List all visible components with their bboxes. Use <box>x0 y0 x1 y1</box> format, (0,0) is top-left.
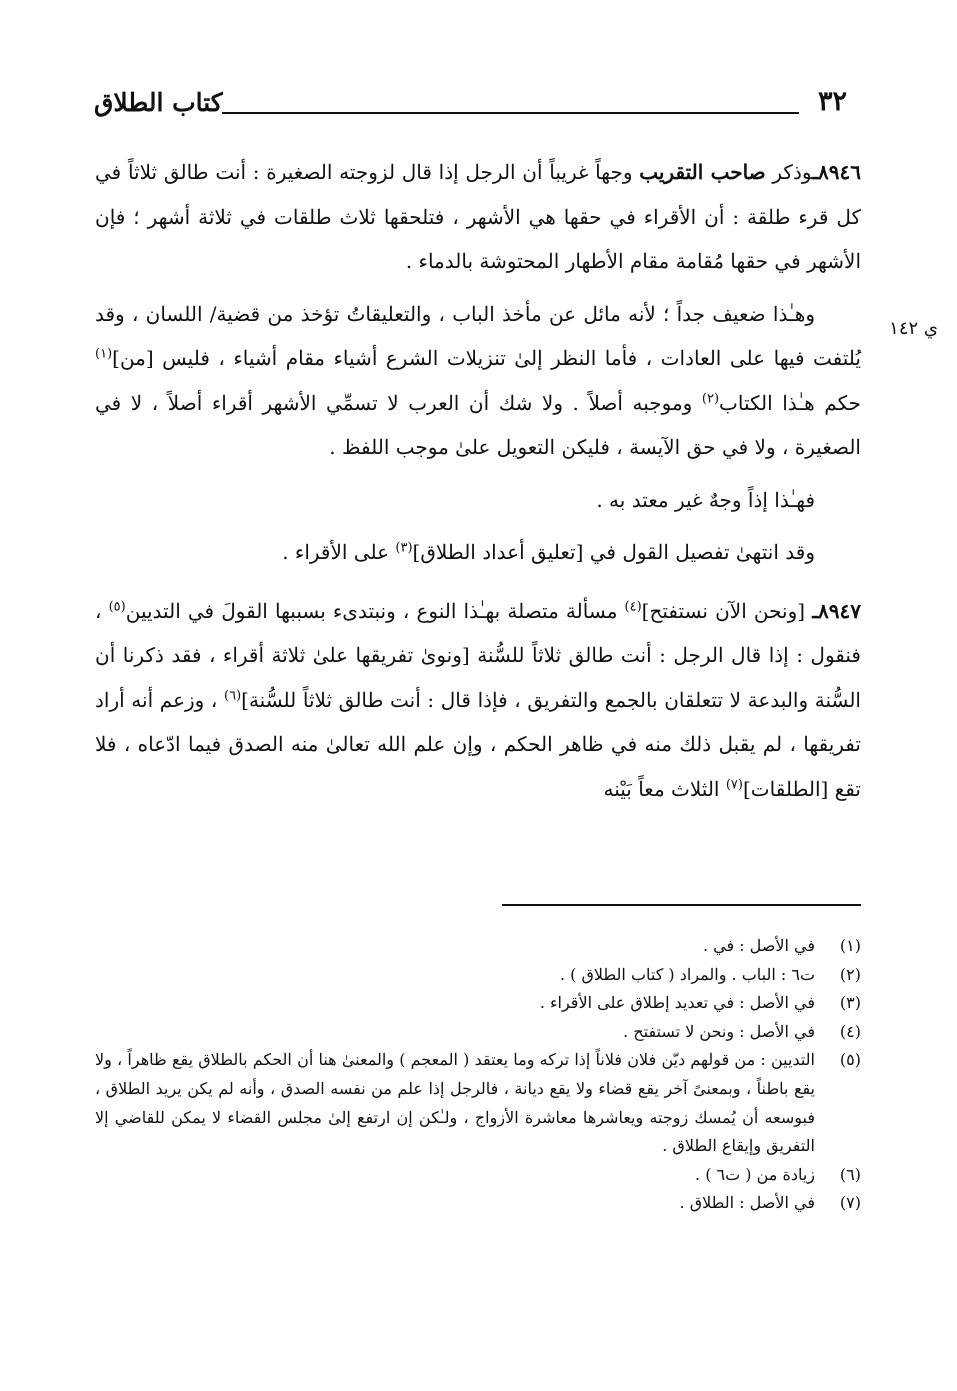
footnote-ref-7: (٧) <box>725 776 743 792</box>
footnote-ref-2: (٢) <box>701 390 720 406</box>
footnote-item <box>95 1046 861 1160</box>
paragraph-text: وذكر <box>765 160 813 184</box>
paragraph-section-end <box>95 530 861 575</box>
footnote-ref-5: (٥) <box>108 598 126 614</box>
footnote-ref-3: (٣) <box>395 540 413 556</box>
footnote-number: (٦) <box>839 1164 861 1184</box>
paragraph-text: وموجبه أصلاً . ولا شك أن العرب لا تسمِّي الأشهر أقراء أصلاً ، لا في الصغيرة ، ولا في حق الآيسة ، فليكن التعويل علىٰ موجب اللفظ . <box>95 390 861 459</box>
paragraph-text: وقد انتهىٰ تفصيل القول في [تعليق أعداد الطلاق] <box>412 540 815 564</box>
footnote-item <box>95 1161 861 1190</box>
paragraph-text: ، وزعم أنه أراد تفريقها ، لم يقبل ذلك منه في ظاهر الحكم ، وإن علم الله تعالىٰ منه الصدق فيما ادّعاه ، فلا تقع [الطلقات] <box>95 687 861 801</box>
footnote-text: التديين : من قولهم ديّن فلان فلاناً إذا تركه وما يعتقد ( المعجم ) والمعنىٰ هنا أن الحكم بالطلاق يقع ظاهراً ، ولا يقع باطناً ، وبمعنىً آخر يقع قضاء ولا يقع ديانة ، فالرجل إذا علم من نفسه الصدق ، وأنه لم يكن يريد الطلاق ، فبوسعه أن يُمسك زوجته ويعاشرها معاشرة الأزواج ، ولـٰكن إن ارتفع إلىٰ مجلس القضاء لا يمكن للقاضي إلا التفريق وإيقاع الطلاق . <box>95 1050 816 1156</box>
paragraph-text: [ونحن الآن نستفتح] <box>641 598 813 623</box>
footnote-item <box>95 1018 861 1047</box>
footnote-number: (٤) <box>839 1021 861 1041</box>
header-rule <box>222 112 799 114</box>
paragraph-text: حكم هـٰذا الكتاب <box>719 390 861 415</box>
paragraph-text: الثلاث معاً بَيْنه <box>603 776 726 801</box>
footnote-text: في الأصل : في تعديد إطلاق على الأقراء . <box>539 993 815 1013</box>
footnote-item <box>95 932 861 961</box>
footnote-item <box>95 989 861 1018</box>
paragraph-number: ٨٩٤٧ـ <box>812 598 862 623</box>
cited-author: صاحب التقريب <box>639 160 766 184</box>
paragraph-number: ٨٩٤٦ـ <box>812 160 862 184</box>
main-text <box>95 150 861 811</box>
footnote-number: (٢) <box>839 964 861 984</box>
footnote-text: في الأصل : ونحن لا تستفتح . <box>623 1021 815 1041</box>
page-number: ٣٢ <box>817 86 847 117</box>
footnote-ref-6: (٦) <box>224 687 242 703</box>
paragraph-8947 <box>95 589 861 812</box>
footnote-number: (١) <box>839 936 861 955</box>
footnote-ref-1: (١) <box>95 346 113 362</box>
footnotes <box>95 932 861 1218</box>
footnote-text: في الأصل : الطلاق . <box>679 1193 815 1213</box>
running-title: كتاب الطلاق <box>94 88 223 117</box>
paragraph-text: وجهاً غريباً أن الرجل إذا قال لزوجته الصغيرة : أنت طالق ثلاثاً في كل قرء طلقة : أن الأقراء في حقها هي الأشهر ، فتلحقها ثلاث طلقات في ثلاثة أشهر ؛ فإن الأشهر في حقها مُقامة مقام الأطهار المحتوشة بالدماء . <box>95 160 861 273</box>
paragraph-text: وهـٰذا ضعيف جداً ؛ لأنه مائل عن مأخذ الباب ، والتعليقاتُ تؤخذ من قضية/ اللسان ، وقد يُلتفت فيها على العادات ، فأما النظر إلىٰ تنزيلات الشرع أشياء مقام أشياء ، فليس [من] <box>95 301 861 370</box>
paragraph-text: ، فنقول : إذا قال الرجل : أنت طالق ثلاثاً للسُّنة [ونوىٰ تفريقها علىٰ ثلاثة أقراء ، فقد ذكرنا أن السُّنة والبدعة لا تتعلقان بالجمع والتفريق ، فإذا قال : أنت طالق ثلاثاً للسُّنة] <box>95 598 861 712</box>
margin-manuscript-note: ي ١٤٢ <box>889 318 938 339</box>
footnote-text: ت٦ : الباب . والمراد ( كتاب الطلاق ) . <box>559 964 815 984</box>
footnote-ref-4: (٤) <box>624 598 642 614</box>
footnote-separator <box>502 904 861 906</box>
footnote-number: (٣) <box>839 993 861 1013</box>
paragraph-text: مسألة متصلة بهـٰذا النوع ، ونبتدىء بسببها القولَ في التديين <box>125 598 625 623</box>
paragraph-conclusion: فهـٰذا إذاً وجهٌ غير معتد به . <box>596 487 815 512</box>
footnote-item <box>95 1189 861 1218</box>
footnote-text: زيادة من ( ت٦ ) . <box>695 1164 815 1184</box>
footnote-number: (٥) <box>839 1050 861 1070</box>
paragraph-commentary <box>95 292 861 470</box>
paragraph-8946 <box>95 150 861 284</box>
footnote-text: في الأصل : في . <box>702 936 815 955</box>
footnote-number: (٧) <box>839 1193 861 1213</box>
footnote-item <box>95 961 861 990</box>
paragraph-text: على الأقراء . <box>282 540 396 564</box>
